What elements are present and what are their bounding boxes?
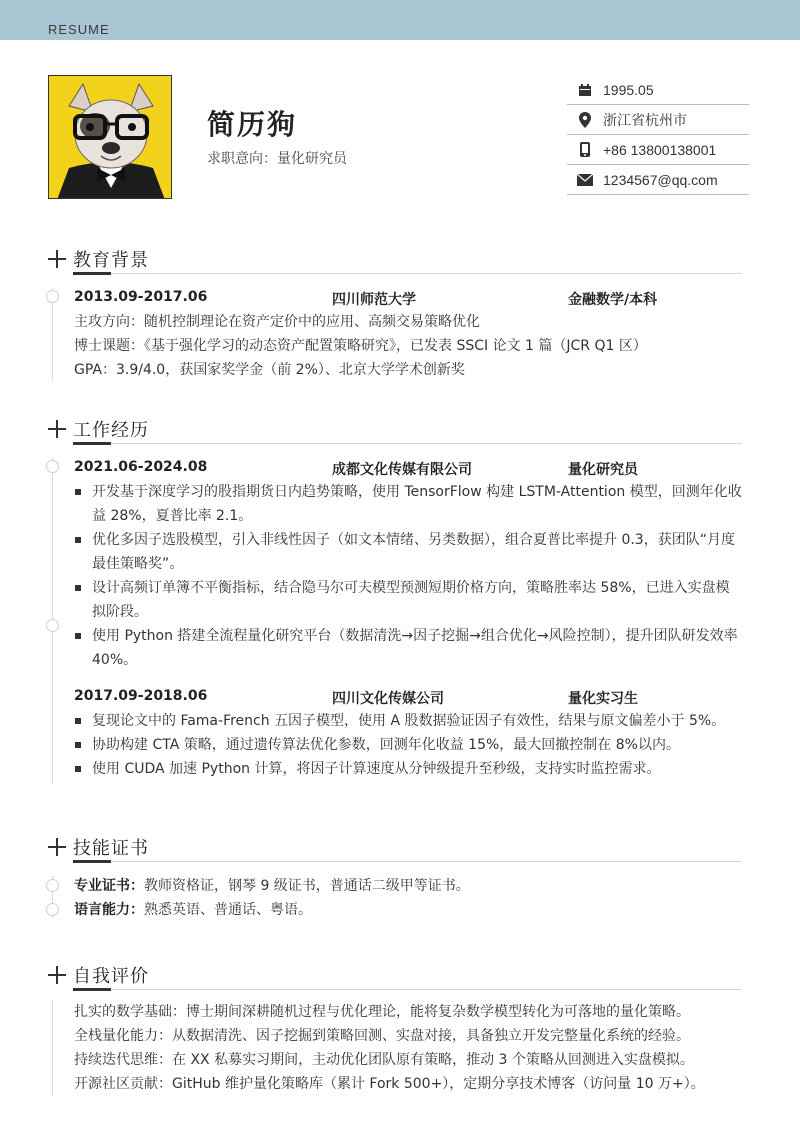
section-underline (73, 988, 111, 991)
skill-item (74, 898, 742, 922)
divider (111, 443, 742, 444)
section-skills (48, 834, 742, 864)
calendar-icon (567, 83, 603, 97)
education-date: 2013.09-2017.06 (74, 289, 208, 305)
skill-text: 熟悉英语、普通话、粤语。 (144, 902, 312, 918)
bullet-text: 使用 CUDA 加速 Python 计算，将因子计算速度从分钟级提升至秒级，支持实时监控需求。 (92, 761, 661, 777)
job-date: 2017.09-2018.06 (74, 688, 208, 704)
bullet-square (75, 742, 81, 748)
plus-icon (48, 420, 66, 438)
job-bullet (74, 576, 742, 624)
job-bullet (74, 709, 742, 733)
section-title: 教育背景 (73, 250, 149, 271)
timeline-dot (46, 879, 59, 892)
job-company: 成都文化传媒有限公司 (332, 462, 472, 478)
education-entry-header (74, 289, 742, 311)
phone-icon (567, 142, 603, 157)
bullet-text: 协助构建 CTA 策略，通过遗传算法优化参数，回测年化收益 15%，最大回撤控制在 8%以内。 (92, 737, 680, 753)
contact-list (567, 75, 749, 195)
contact-text: 1995.05 (603, 81, 654, 98)
job-bullet (74, 528, 742, 576)
skill-label: 专业证书： (74, 878, 144, 894)
bullet-text: 优化多因子选股模型，引入非线性因子（如文本情绪、另类数据），组合夏普比率提升 0.3，获团队“月度最佳策略奖”。 (92, 532, 735, 572)
bullet-square (75, 585, 81, 591)
bullet-square (75, 718, 81, 724)
divider (111, 273, 742, 274)
bullet-text: 设计高频订单簿不平衡指标，结合隐马尔可夫模型预测短期价格方向，策略胜率达 58%，已进入实盘模拟阶段。 (92, 580, 730, 620)
job-entry-header (74, 459, 742, 481)
section-underline (73, 860, 111, 863)
bullet-square (75, 489, 81, 495)
section-education (48, 246, 742, 276)
section-title: 技能证书 (73, 838, 149, 859)
bullet-square (75, 633, 81, 639)
bullet-text: 复现论文中的 Fama-French 五因子模型，使用 A 股数据验证因子有效性，结果与原文偏差小于 5%。 (92, 713, 726, 729)
timeline-dot (46, 619, 59, 632)
education-line: 主攻方向：随机控制理论在资产定价中的应用、高频交易策略优化 (74, 314, 480, 330)
candidate-name: 简历狗 (207, 108, 298, 141)
timeline-line (52, 1000, 53, 1096)
self-eval-line: 开源社区贡献：GitHub 维护量化策略库（累计 Fork 500+），定期分享技术博客（访问量 10 万+）。 (74, 1076, 705, 1092)
section-underline (73, 272, 111, 275)
bullet-square (75, 537, 81, 543)
job-intent: 求职意向：量化研究员 (207, 151, 347, 167)
education-line: 博士课题：《基于强化学习的动态资产配置策略研究》，已发表 SSCI 论文 1 篇（JCR Q1 区） (74, 338, 647, 354)
contact-email (567, 165, 749, 195)
job-bullet (74, 624, 742, 672)
contact-phone (567, 135, 749, 165)
plus-icon (48, 250, 66, 268)
job-bullet (74, 733, 742, 757)
contact-location (567, 105, 749, 135)
education-line: GPA：3.9/4.0，获国家奖学金（前 2%）、北京大学学术创新奖 (74, 362, 465, 378)
section-title: 工作经历 (73, 420, 149, 441)
section-work (48, 416, 742, 446)
contact-birthdate (567, 75, 749, 105)
self-eval-line: 全栈量化能力：从数据清洗、因子挖掘到策略回测、实盘对接，具备独立开发完整量化系统的经验。 (74, 1028, 690, 1044)
bullet-square (75, 766, 81, 772)
bullet-text: 开发基于深度学习的股指期货日内趋势策略，使用 TensorFlow 构建 LSTM-Attention 模型，回测年化收益 28%，夏普比率 2.1。 (92, 484, 742, 524)
timeline-dot (46, 290, 59, 303)
section-underline (73, 442, 111, 445)
contact-text: +86 13800138001 (603, 141, 717, 158)
job-role: 量化实习生 (568, 691, 638, 707)
resume-watermark: RESUME (48, 22, 110, 37)
job-company: 四川文化传媒公司 (332, 691, 444, 707)
skill-item (74, 874, 742, 898)
email-icon (567, 174, 603, 186)
avatar-dog-image (49, 76, 172, 199)
location-icon (567, 112, 603, 128)
job-bullet (74, 757, 742, 781)
job-role: 量化研究员 (568, 462, 638, 478)
self-eval-line: 扎实的数学基础：博士期间深耕随机过程与优化理论，能将复杂数学模型转化为可落地的量化策略。 (74, 1004, 690, 1020)
timeline-dot (46, 903, 59, 916)
self-eval-line: 持续迭代思维：在 XX 私募实习期间，主动优化团队原有策略，推动 3 个策略从回测进入实盘模拟。 (74, 1052, 694, 1068)
section-title: 自我评价 (73, 966, 149, 987)
contact-text: 1234567@qq.com (603, 171, 718, 188)
skill-label: 语言能力： (74, 902, 144, 918)
bullet-text: 使用 Python 搭建全流程量化研究平台（数据清洗→因子挖掘→组合优化→风险控制），提升团队研发效率 40%。 (92, 628, 738, 668)
header-band (0, 0, 800, 40)
section-self-eval (48, 962, 742, 992)
plus-icon (48, 966, 66, 984)
timeline-dot (46, 460, 59, 473)
plus-icon (48, 838, 66, 856)
skill-text: 教师资格证，钢琴 9 级证书，普通话二级甲等证书。 (144, 878, 470, 894)
job-entry-header (74, 688, 742, 710)
contact-text: 浙江省杭州市 (603, 111, 687, 128)
avatar (48, 75, 172, 199)
education-major: 金融数学/本科 (568, 292, 658, 308)
education-school: 四川师范大学 (332, 292, 416, 308)
job-bullet (74, 480, 742, 528)
divider (111, 989, 742, 990)
job-date: 2021.06-2024.08 (74, 459, 208, 475)
divider (111, 861, 742, 862)
